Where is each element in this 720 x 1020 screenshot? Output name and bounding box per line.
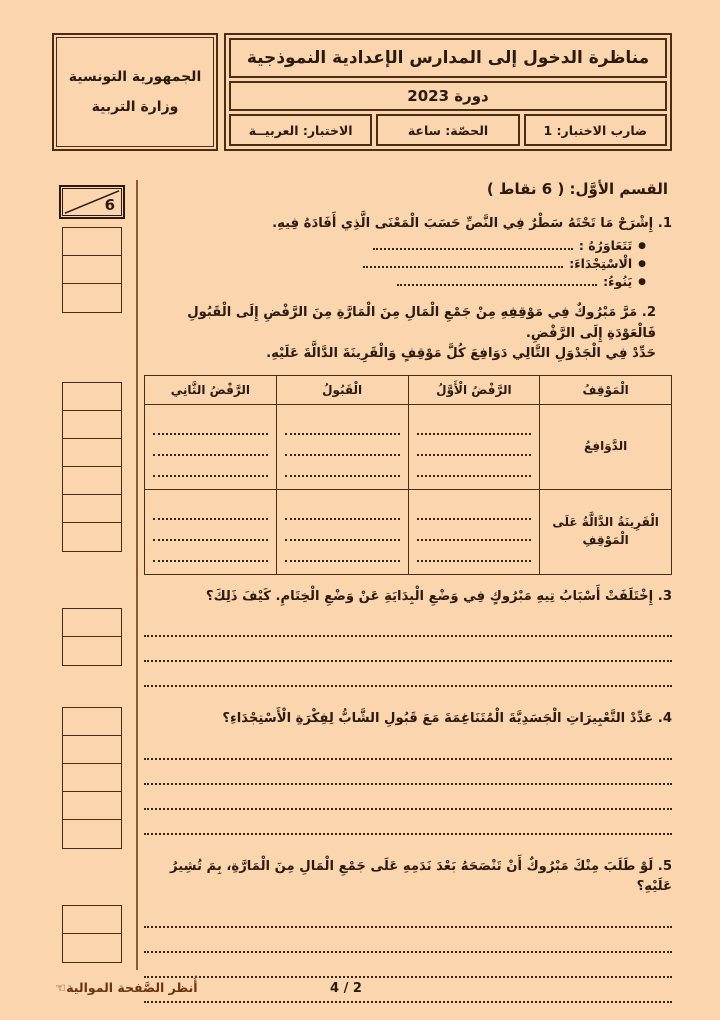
table-row <box>145 404 672 489</box>
question-2 <box>144 303 672 574</box>
table-header-second-refusal: الرَّفْضُ الثَّانِي <box>145 375 277 404</box>
table-rowlabel-motives: الدَّوَافِعُ <box>540 404 672 489</box>
section-total-score-box[interactable] <box>59 185 125 219</box>
score-box[interactable] <box>63 383 121 411</box>
page-number: 2 / 4 <box>330 981 362 996</box>
answer-line[interactable] <box>144 785 672 810</box>
score-box-group-q3[interactable] <box>62 608 122 666</box>
bullet-label: تَتَعَاوَرُهُ : <box>578 238 633 254</box>
next-page-label: أُنظر الصَّفحة الموالية <box>66 980 198 995</box>
answer-line[interactable] <box>144 928 672 953</box>
question-3 <box>144 587 672 687</box>
cell-writing-line[interactable] <box>153 456 268 477</box>
cell-writing-line[interactable] <box>285 414 400 435</box>
exam-session: دورة 2023 <box>407 87 489 105</box>
exam-info-block <box>224 33 672 151</box>
score-box[interactable] <box>63 495 121 523</box>
answer-line[interactable] <box>144 903 672 928</box>
answer-line[interactable] <box>144 637 672 662</box>
section-total-score: 6 <box>104 196 115 214</box>
question-4-text <box>144 709 672 729</box>
answer-blank[interactable] <box>397 274 597 286</box>
cell-writing-line[interactable] <box>153 520 268 541</box>
question-3-text <box>144 587 672 607</box>
score-box[interactable] <box>63 736 121 764</box>
score-box[interactable] <box>63 792 121 820</box>
score-box[interactable] <box>63 820 121 848</box>
cell-writing-line[interactable] <box>417 435 532 456</box>
exam-meta-row <box>229 114 667 146</box>
table-cell-answer[interactable] <box>408 404 540 489</box>
table-cell-answer[interactable] <box>145 404 277 489</box>
table-header-position: الْمَوْقِفُ <box>540 375 672 404</box>
exam-subject-cell: الاختبار: العربيــة <box>229 114 372 146</box>
question-3-number: 3. <box>657 588 672 604</box>
bullet-dot-icon: ● <box>638 259 646 270</box>
bullet-dot-icon: ● <box>638 277 646 288</box>
table-cell-answer[interactable] <box>276 489 408 574</box>
cell-writing-line[interactable] <box>417 541 532 562</box>
cell-writing-line[interactable] <box>285 499 400 520</box>
bullet-label: يَنُوءُ: <box>603 274 633 290</box>
table-header-row <box>145 375 672 404</box>
cell-writing-line[interactable] <box>153 414 268 435</box>
question-4-body: عَدِّدْ التَّعْبِيرَاتِ الْجَسَدِيَّةَ الْمُتَنَاغِمَةَ مَعَ قَبُولِ الشَّابُّ لِفِكْرَةِ الْأَسْتِجْدَاءِ؟ <box>222 711 654 727</box>
exam-header <box>52 33 672 151</box>
question-1-number: 1. <box>657 216 672 231</box>
cell-writing-line[interactable] <box>417 520 532 541</box>
score-box[interactable] <box>63 764 121 792</box>
score-box[interactable] <box>63 934 121 962</box>
answer-line[interactable] <box>144 735 672 760</box>
answer-blank[interactable] <box>373 238 573 250</box>
cell-writing-line[interactable] <box>285 456 400 477</box>
cell-writing-line[interactable] <box>285 520 400 541</box>
question-2-body-line1: مَرَّ مَبْرُوكٌ فِي مَوْقِفِهِ مِنْ جَمْعِ الْمَالِ مِنَ الْمَارَّةِ مِنَ الرَّفْضِ إِلَى الْقَبُولِ فَالْعَوْدَةِ إِلَى الرَّفْضِ. <box>187 305 656 341</box>
list-item <box>144 274 646 289</box>
table-row <box>145 489 672 574</box>
exam-content <box>144 180 672 1007</box>
list-item <box>144 256 646 271</box>
question-4 <box>144 709 672 834</box>
cell-writing-line[interactable] <box>285 435 400 456</box>
question-5-number: 5. <box>657 858 672 874</box>
exam-coefficient-cell: ضارب الاختبار: 1 <box>524 114 667 146</box>
question-4-answer-area[interactable] <box>144 735 672 835</box>
question-1-bullets <box>144 238 672 289</box>
score-box-group-q2[interactable] <box>62 382 122 552</box>
cell-writing-line[interactable] <box>417 499 532 520</box>
table-header-acceptance: الْقَبُولُ <box>276 375 408 404</box>
score-box-group-q5[interactable] <box>62 905 122 963</box>
question-5-body: لَوْ طَلَبَ مِنْكَ مَبْرُوكٌ أَنْ تَنْصَحَهُ بَعْدَ نَدَمِهِ عَلَى جَمْعِ الْمَالِ مِنَ الْمَارَّةِ، بِمَ تُشِيرُ عَلَيْهِ؟ <box>169 858 672 895</box>
cell-writing-line[interactable] <box>153 435 268 456</box>
question-3-body: إِخْتَلَفَتْ أَسْبَابُ تِيهِ مَبْرُوكٍ فِي وَضْعِ الْبِدَايَةِ عَنْ وَضْعِ الْخِتَامِ. كَيْفَ ذَلِكَ؟ <box>205 588 654 604</box>
table-cell-answer[interactable] <box>408 489 540 574</box>
answer-blank[interactable] <box>363 256 563 268</box>
answer-line[interactable] <box>144 760 672 785</box>
cell-writing-line[interactable] <box>285 541 400 562</box>
score-box[interactable] <box>63 256 121 284</box>
score-box[interactable] <box>63 523 121 551</box>
table-cell-answer[interactable] <box>276 404 408 489</box>
score-box[interactable] <box>63 284 121 312</box>
table-cell-answer[interactable] <box>145 489 277 574</box>
question-2-number: 2. <box>641 305 656 321</box>
pointing-hand-icon: ☜ <box>55 980 67 995</box>
answer-line[interactable] <box>144 810 672 835</box>
score-box[interactable] <box>63 906 121 934</box>
bullet-dot-icon: ● <box>638 241 646 252</box>
question-2-body-line2: حَدِّدْ فِي الْجَدْوَلِ التَّالِي دَوَافِعَ كُلَّ مَوْقِفٍ وَالْقَرِينَةَ الدَّالَّةَ عَلَيْهِ. <box>266 346 656 362</box>
section-title: القسم الأوَّل: ( 6 نقاط ) <box>486 180 668 198</box>
cell-writing-line[interactable] <box>153 541 268 562</box>
question-4-number: 4. <box>657 711 672 727</box>
table-header-first-refusal: الرَّفْضُ الْأَوَّلُ <box>408 375 540 404</box>
question-1 <box>144 214 672 289</box>
positions-table <box>144 375 672 575</box>
cell-writing-line[interactable] <box>417 456 532 477</box>
question-1-body: إِشْرَحْ مَا تَحْتَهُ سَطْرٌ فِي النَّصِّ حَسَبَ الْمَعْنَى الَّذِي أَفَادَهُ فِيهِ. <box>272 216 654 231</box>
ministry-country: الجمهورية التونسية <box>68 69 202 85</box>
exam-title: مناظرة الدخول إلى المدارس الإعدادية النموذجية <box>246 48 650 68</box>
bullet-label: الْاسْتِجْدَاءَ: <box>569 256 633 272</box>
next-page-note <box>55 980 200 995</box>
question-1-text <box>144 214 672 234</box>
score-box-group-q4[interactable] <box>62 707 122 849</box>
exam-duration-cell: الحصّة: ساعة <box>376 114 519 146</box>
score-box[interactable] <box>63 609 121 637</box>
answer-line[interactable] <box>144 953 672 978</box>
score-box[interactable] <box>63 637 121 665</box>
answer-line[interactable] <box>144 662 672 687</box>
cell-writing-line[interactable] <box>417 414 532 435</box>
question-2-text <box>144 303 672 364</box>
page-footer <box>0 980 720 1010</box>
margin-divider <box>136 180 138 970</box>
answer-line[interactable] <box>144 612 672 637</box>
ministry-department: وزارة التربية <box>91 99 179 115</box>
score-box[interactable] <box>63 708 121 736</box>
score-box[interactable] <box>63 411 121 439</box>
question-5-text <box>144 857 672 898</box>
score-box[interactable] <box>63 228 121 256</box>
score-box[interactable] <box>63 467 121 495</box>
exam-title-box <box>229 38 667 78</box>
question-3-answer-area[interactable] <box>144 612 672 687</box>
list-item <box>144 238 646 253</box>
score-margin-column <box>0 0 136 1020</box>
cell-writing-line[interactable] <box>153 499 268 520</box>
exam-session-box <box>229 81 667 111</box>
table-rowlabel-evidence: الْقَرِينَةُ الدَّالَّةُ عَلَى الْمَوْقِفِ <box>540 489 672 574</box>
score-box-group-q1[interactable] <box>62 227 122 313</box>
score-box[interactable] <box>63 439 121 467</box>
